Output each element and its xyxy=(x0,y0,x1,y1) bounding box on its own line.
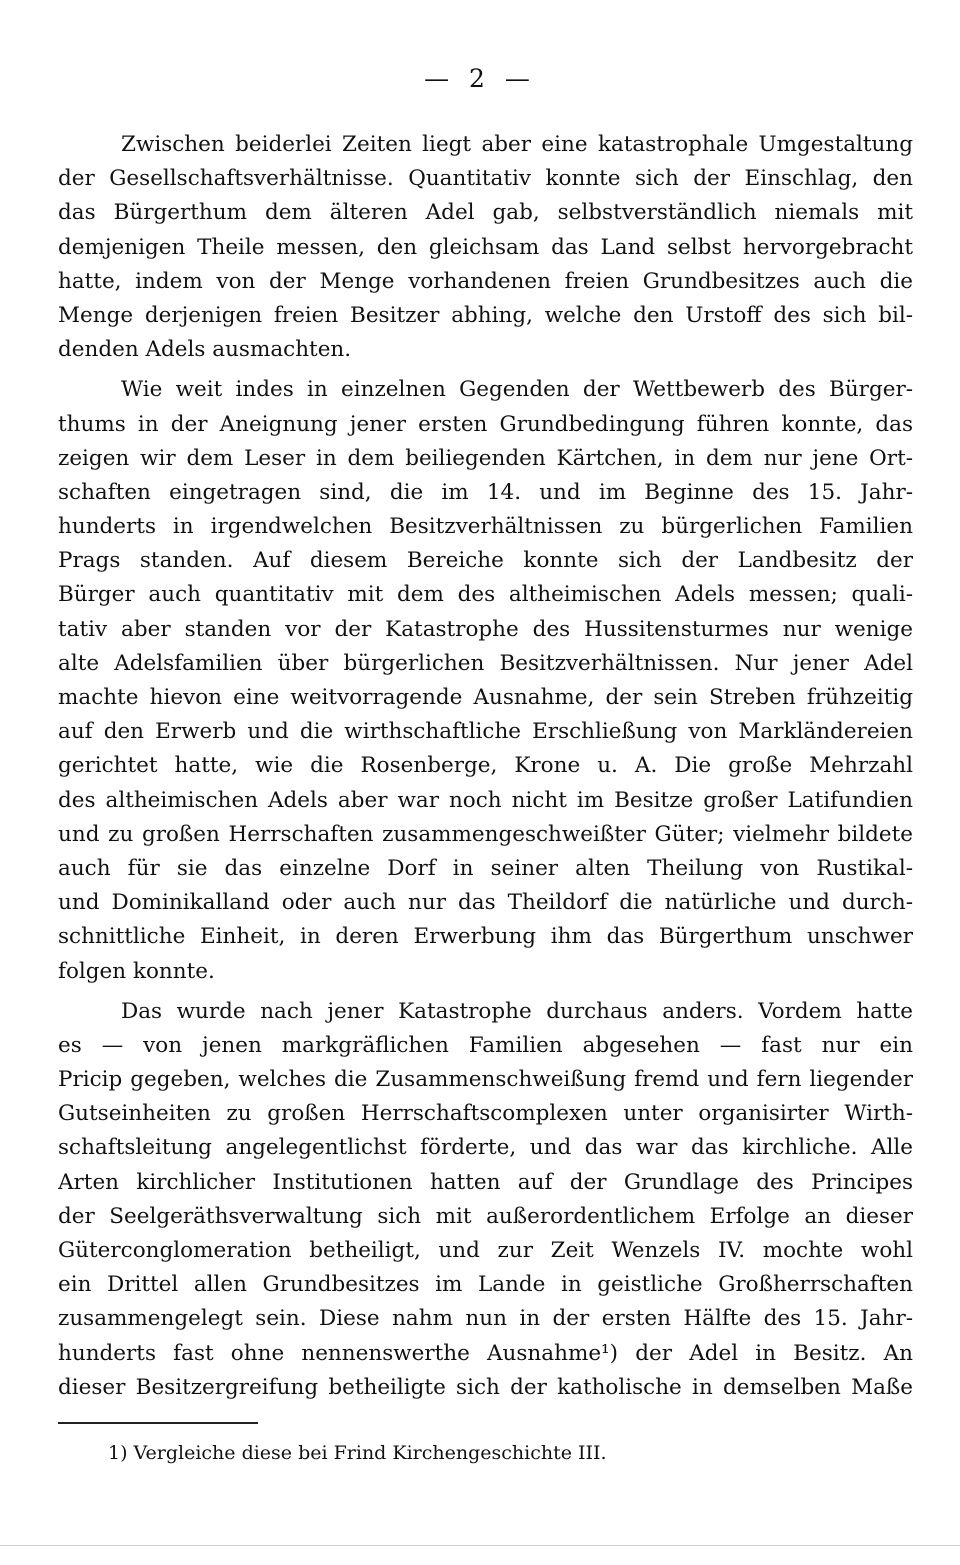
text-line: Gutseinheiten zu großen Herrschaftscomplexen unter organisirter Wirth- xyxy=(58,1101,913,1127)
text-line: tativ aber standen vor der Katastrophe des Hussitensturmes nur wenige xyxy=(58,616,913,642)
text-line: Menge derjenigen freien Besitzer abhing, welche den Urstoff des sich bil- xyxy=(58,302,913,328)
footnote: 1) Vergleiche diese bei Frind Kirchengeschichte III. xyxy=(108,1442,607,1464)
text-line: schaften eingetragen sind, die im 14. und im Beginne des 15. Jahr- xyxy=(58,479,913,505)
text-line: machte hievon eine weitvorragende Ausnahme, der sein Streben frühzeitig xyxy=(58,685,913,710)
text-line: dieser Besitzergreifung betheiligte sich der katholische in demselben Maße xyxy=(58,1374,913,1400)
text-line: gerichtet hatte, wie die Rosenberge, Krone u. A. Die große Mehrzahl xyxy=(58,753,913,779)
text-line: schnittliche Einheit, in deren Erwerbung ihm das Bürgerthum unschwer xyxy=(58,924,913,950)
text-line: Das wurde nach jener Katastrophe durchaus anders. Vordem hatte xyxy=(121,998,913,1024)
text-line: folgen konnte. xyxy=(58,958,215,984)
text-line: Wie weit indes in einzelnen Gegenden der Wettbewerb des Bürger- xyxy=(121,377,913,403)
paragraph xyxy=(58,128,913,367)
text-line: Zwischen beiderlei Zeiten liegt aber eine katastrophale Umgestaltung xyxy=(121,132,913,157)
text-line: es — von jenen markgräflichen Familien abgesehen — fast nur ein xyxy=(58,1032,913,1058)
text-line: auf den Erwerb und die wirthschaftliche Erschließung von Markländereien xyxy=(58,719,913,745)
text-line: der Gesellschaftsverhältnisse. Quantitativ konnte sich der Einschlag, den xyxy=(58,166,913,192)
text-line: Arten kirchlicher Institutionen hatten auf der Grundlage des Principes xyxy=(58,1169,913,1195)
paragraph xyxy=(58,995,913,1405)
body-text xyxy=(58,128,913,1405)
text-line: schaftsleitung angelegentlichst förderte, und das war das kirchliche. Alle xyxy=(58,1135,913,1161)
text-line: Pricip gegeben, welches die Zusammenschweißung fremd und fern liegender xyxy=(58,1067,913,1093)
text-line: denden Adels ausmachten. xyxy=(58,337,352,363)
text-line: alte Adelsfamilien über bürgerlichen Besitzverhältnissen. Nur jener Adel xyxy=(58,650,913,676)
text-line: Güterconglomeration betheiligt, und zur Zeit Wenzels IV. mochte wohl xyxy=(58,1238,913,1263)
text-line: hatte, indem von der Menge vorhandenen freien Grundbesitzes auch die xyxy=(58,268,913,294)
footnote-rule xyxy=(58,1422,258,1424)
text-line: das Bürgerthum dem älteren Adel gab, selbstverständlich niemals mit xyxy=(58,200,913,226)
text-line: zusammengelegt sein. Diese nahm nun in der ersten Hälfte des 15. Jahr- xyxy=(58,1306,913,1332)
text-line: Bürger auch quantitativ mit dem des altheimischen Adels messen; quali- xyxy=(58,582,913,608)
text-line: auch für sie das einzelne Dorf in seiner alten Theilung von Rustikal- xyxy=(58,855,913,881)
text-line: des altheimischen Adels aber war noch nicht im Besitze großer Latifundien xyxy=(58,787,913,813)
text-line: hunderts fast ohne nennenswerthe Ausnahme¹) der Adel in Besitz. An xyxy=(58,1340,913,1366)
text-line: demjenigen Theile messen, den gleichsam das Land selbst hervorgebracht xyxy=(58,234,913,260)
text-line: und Dominikalland oder auch nur das Theildorf die natürliche und durch- xyxy=(58,890,913,916)
text-line: Prags standen. Auf diesem Bereiche konnte sich der Landbesitz der xyxy=(58,548,913,574)
text-line: und zu großen Herrschaften zusammengeschweißter Güter; vielmehr bildete xyxy=(58,821,913,847)
text-line: der Seelgeräthsverwaltung sich mit außerordentlichem Erfolge an dieser xyxy=(58,1203,913,1229)
scan-bottom-edge xyxy=(0,1545,960,1546)
text-line: hunderts in irgendwelchen Besitzverhältnissen zu bürgerlichen Familien xyxy=(58,514,913,540)
text-line: ein Drittel allen Grundbesitzes im Lande in geistliche Großherrschaften xyxy=(58,1272,913,1298)
text-line: zeigen wir dem Leser in dem beiliegenden Kärtchen, in dem nur jene Ort- xyxy=(58,445,913,471)
paragraph xyxy=(58,373,913,988)
page-number: — 2 — xyxy=(424,64,536,93)
text-line: thums in der Aneignung jener ersten Grundbedingung führen konnte, das xyxy=(58,411,913,437)
